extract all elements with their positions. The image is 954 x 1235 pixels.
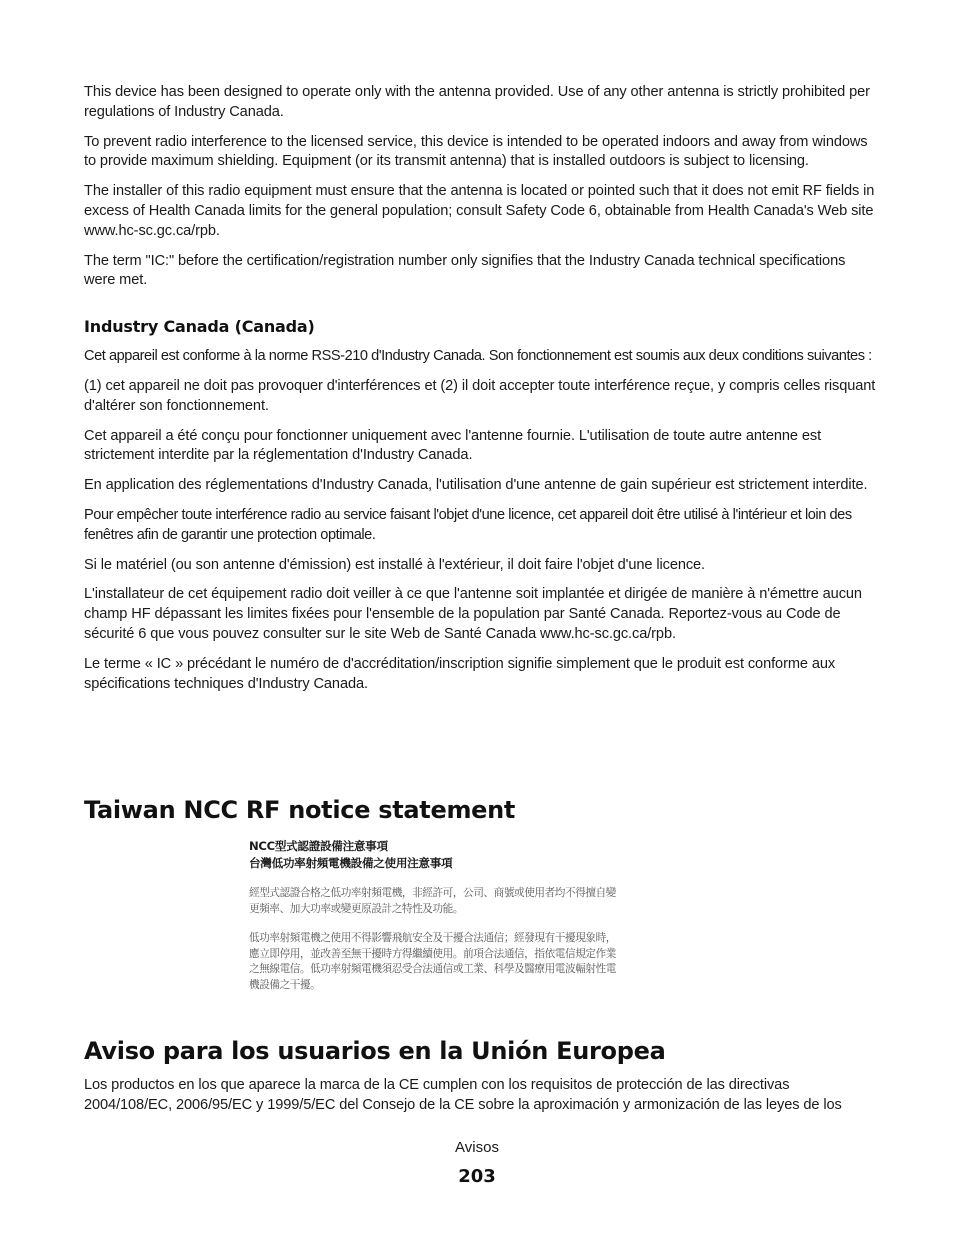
ncc-paragraph-1 <box>249 886 705 917</box>
intro-paragraph-1: This device has been designed to operate only with the antenna provided. Use of any other antenna is strictly prohibited per regulations of Industry Canada. <box>84 84 870 120</box>
ncc-line: 機設備之干擾。 <box>249 978 321 991</box>
ncc-paragraph-2 <box>249 931 705 993</box>
eu-paragraph: Los productos en los que aparece la marca de la CE cumplen con los requisitos de protección de las directivas 2004/108/EC, 2006/95/EC y 1999/5/EC del Consejo de la CE sobre la aproximación y armonización de las leyes de los <box>84 1077 842 1113</box>
ic-paragraph-7: L'installateur de cet équipement radio doit veiller à ce que l'antenne soit implantée et dirigée de manière à n'émettre aucun champ HF dépassant les limites fixées pour l'ensemble de la population par Santé Canada. Reportez-vous au Code de sécurité 6 que vous pouvez consulter sur le site Web de Santé Canada www.hc-sc.gc.ca/rpb. <box>84 586 862 642</box>
ncc-line: 應立即停用，並改善至無干擾時方得繼續使用。前項合法通信，指依電信規定作業 <box>249 947 616 960</box>
ncc-line: 經型式認證合格之低功率射頻電機，非經許可，公司、商號或使用者均不得擅自變 <box>249 887 616 899</box>
ic-paragraph-2: (1) cet appareil ne doit pas provoquer d'interférences et (2) il doit accepter toute interférence reçue, y compris celles risquant d'altérer son fonctionnement. <box>84 377 876 414</box>
ncc-title-1: NCC型式認證設備注意事項 <box>249 839 388 853</box>
ic-paragraph-5: Pour empêcher toute interférence radio au service faisant l'objet d'une licence, cet appareil doit être utilisé à l'intérieur et loin des fenêtres afin de garantir une protection optimale. <box>84 506 852 543</box>
ic-paragraph-6: Si le matériel (ou son antenne d'émission) est installé à l'extérieur, il doit faire l'objet d'une licence. <box>84 556 706 573</box>
ic-paragraph-8: Le terme « IC » précédant le numéro de d'accréditation/inscription signifie simplement que le produit est conforme aux spécifications techniques d'Industry Canada. <box>84 655 836 692</box>
ncc-notice-image <box>249 838 705 1002</box>
eu-heading: Aviso para los usuarios en la Unión Europea <box>84 1037 666 1065</box>
ncc-line: 低功率射頻電機之使用不得影響飛航安全及干擾合法通信；經發現有干擾現象時， <box>249 932 616 944</box>
ic-paragraph-4: En application des réglementations d'Industry Canada, l'utilisation d'une antenne de gain supérieur est strictement interdite. <box>84 477 868 494</box>
eu-section <box>84 1076 876 1126</box>
ic-paragraph-1: Cet appareil est conforme à la norme RSS-210 d'Industry Canada. Son fonctionnement est soumis aux deux conditions suivantes : <box>84 348 872 365</box>
page-content <box>84 83 876 704</box>
intro-paragraph-4: The term "IC:" before the certification/registration number only signifies that the Industry Canada technical specifications were met. <box>84 252 846 289</box>
ncc-title-2: 台灣低功率射頻電機設備之使用注意事項 <box>249 856 453 870</box>
intro-paragraph-2: To prevent radio interference to the licensed service, this device is intended to be operated indoors and away from windows to provide maximum shielding. Equipment (or its transmit antenna) that is installed outdoors is subject to licensing. <box>84 133 868 170</box>
footer-section-label: Avisos <box>455 1139 499 1156</box>
ncc-line: 更頻率、加大功率或變更原設計之特性及功能。 <box>249 902 464 915</box>
ncc-line: 之無線電信。低功率射頻電機須忍受合法通信或工業、科學及醫療用電波輻射性電 <box>249 963 616 975</box>
ic-paragraph-3: Cet appareil a été conçu pour fonctionner uniquement avec l'antenne fournie. L'utilisation de toute autre antenne est strictement interdite par la réglementation d'Industry Canada. <box>84 427 822 464</box>
intro-paragraph-3: The installer of this radio equipment must ensure that the antenna is located or pointed such that it does not emit RF fields in excess of Health Canada limits for the general population; consult Safety Code 6, obtainable from Health Canada's Web site www.hc-sc.gc.ca/rpb. <box>84 183 875 239</box>
industry-canada-heading: Industry Canada (Canada) <box>84 317 315 337</box>
page-number: 203 <box>458 1166 496 1187</box>
taiwan-heading: Taiwan NCC RF notice statement <box>84 796 516 824</box>
